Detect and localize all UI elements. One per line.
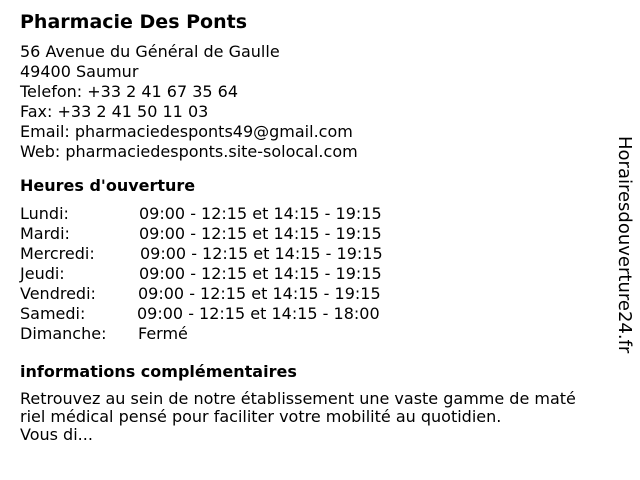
- hours-value: Fermé: [138, 324, 188, 343]
- hours-value: 09:00 - 12:15 et 14:15 - 19:15: [139, 204, 382, 223]
- opening-hours-heading: Heures d'ouverture: [20, 176, 196, 195]
- day-label: Samedi:: [20, 304, 86, 323]
- opening-hours-table: [20, 204, 620, 344]
- hours-row-monday: [20, 204, 620, 224]
- hours-row-saturday: [20, 304, 620, 324]
- hours-row-thursday: [20, 264, 620, 284]
- hours-row-tuesday: [20, 224, 620, 244]
- site-watermark: Horairesdouverture24.fr: [614, 136, 635, 354]
- day-label: Lundi:: [20, 204, 69, 223]
- day-label: Dimanche:: [20, 324, 107, 343]
- hours-value: 09:00 - 12:15 et 14:15 - 18:00: [137, 304, 380, 323]
- email-line: Email: pharmaciedesponts49@gmail.com: [20, 122, 353, 141]
- additional-info-heading: informations complémentaires: [20, 362, 297, 381]
- phone-line: Telefon: +33 2 41 67 35 64: [20, 82, 239, 101]
- fax-line: Fax: +33 2 41 50 11 03: [20, 102, 209, 121]
- hours-value: 09:00 - 12:15 et 14:15 - 19:15: [139, 224, 382, 243]
- hours-row-sunday: [20, 324, 620, 344]
- hours-row-friday: [20, 284, 620, 304]
- additional-info-text: [20, 390, 620, 444]
- day-label: Vendredi:: [20, 284, 96, 303]
- day-label: Mercredi:: [20, 244, 95, 263]
- hours-row-wednesday: [20, 244, 620, 264]
- web-line: Web: pharmaciedesponts.site-solocal.com: [20, 142, 358, 161]
- hours-value: 09:00 - 12:15 et 14:15 - 19:15: [139, 264, 382, 283]
- address-line-1: 56 Avenue du Général de Gaulle: [20, 42, 280, 61]
- day-label: Mardi:: [20, 224, 70, 243]
- hours-value: 09:00 - 12:15 et 14:15 - 19:15: [138, 284, 381, 303]
- pharmacy-name: Pharmacie Des Ponts: [20, 11, 248, 33]
- pharmacy-card: [20, 10, 620, 444]
- day-label: Jeudi:: [20, 264, 65, 283]
- address-line-2: 49400 Saumur: [20, 62, 139, 81]
- info-text-line-1: Retrouvez au sein de notre établissement une vaste gamme de maté: [20, 389, 576, 408]
- hours-value: 09:00 - 12:15 et 14:15 - 19:15: [140, 244, 383, 263]
- info-text-line-3: Vous di...: [20, 425, 93, 444]
- info-text-line-2: riel médical pensé pour faciliter votre mobilité au quotidien.: [20, 407, 502, 426]
